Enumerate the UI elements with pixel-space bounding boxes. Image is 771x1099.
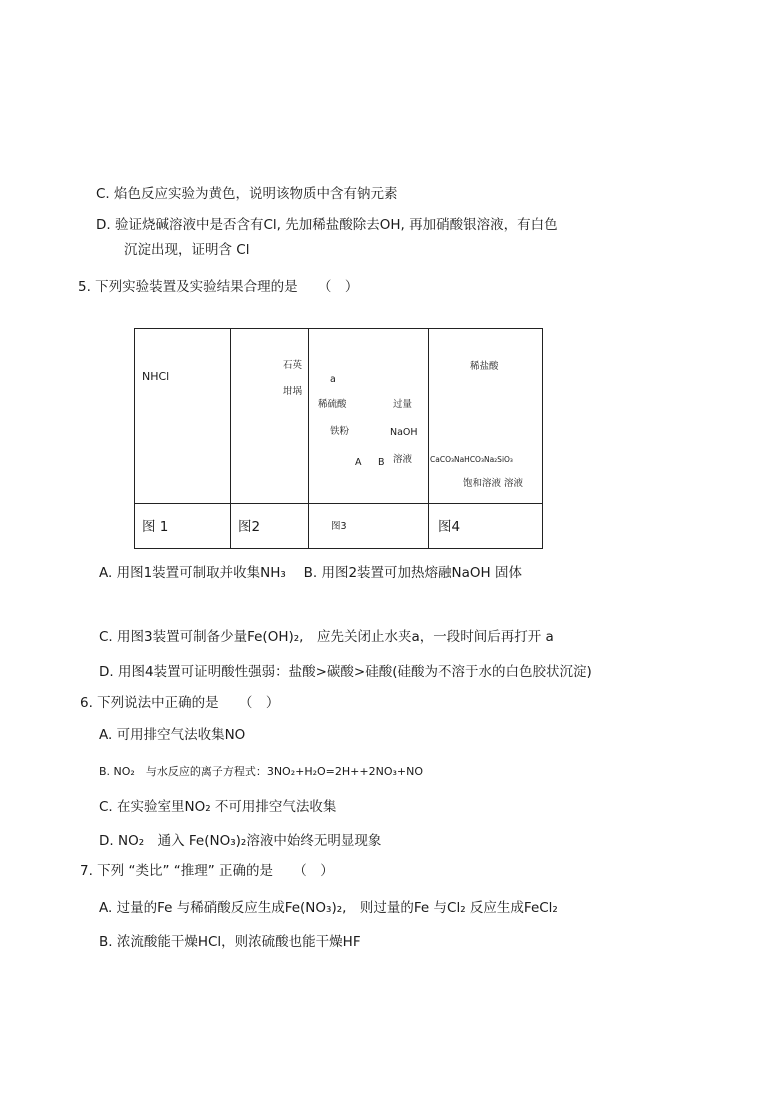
question-6-option-a: A. 可用排空气法收集NO: [99, 727, 246, 743]
table-divider: [428, 329, 429, 548]
fig4-reagents-label: CaCO₃NaHCO₃Na₂SiO₃: [430, 455, 513, 464]
option-d-text-line2: 沉淀出现，证明含 Cl: [124, 242, 250, 258]
question-6-option-d: D. NO₂ 通入 Fe(NO₃)₂溶液中始终无明显现象: [99, 833, 382, 849]
question-6-option-c: C. 在实验室里NO₂ 不可用排空气法收集: [99, 799, 337, 815]
fig3-iron-label: 铁粉: [330, 426, 350, 437]
question-6-stem: 6. 下列说法中正确的是 （ ）: [80, 695, 280, 711]
fig3-caption: 图3: [331, 521, 347, 532]
fig3-excess-label: 过量: [393, 399, 413, 410]
fig4-solution-label: 饱和溶液 溶液: [463, 478, 524, 489]
question-7-option-b: B. 浓流酸能干燥HCl，则浓硫酸也能干燥HF: [99, 934, 361, 950]
fig3-solution-label: 溶液: [393, 454, 413, 465]
table-divider: [135, 503, 542, 504]
fig3-vessel-a-label: A: [355, 457, 362, 468]
fig3-clamp-a-label: a: [330, 374, 336, 385]
fig1-reagent-label: NHCl: [142, 370, 170, 383]
fig1-caption: 图 1: [142, 519, 169, 535]
question-7-option-a: A. 过量的Fe 与稀硝酸反应生成Fe(NO₃)₂, 则过量的Fe 与Cl₂ 反应生成FeCl₂: [99, 900, 558, 916]
question-5-stem: 5. 下列实验装置及实验结果合理的是 （ ）: [78, 279, 359, 295]
fig4-caption: 图4: [438, 519, 461, 535]
question-7-stem: 7. 下列 “类比” “推理” 正确的是 （ ）: [80, 863, 334, 879]
fig2-label-quartz: 石英: [283, 360, 303, 371]
fig3-vessel-b-label: B: [378, 457, 385, 468]
option-d-text-line1: D. 验证烧碱溶液中是否含有Cl, 先加稀盐酸除去OH, 再加硝酸银溶液，有白色: [96, 217, 558, 233]
question-6-option-b: B. NO₂ 与水反应的离子方程式：3NO₂+H₂O=2H++2NO₃+NO: [99, 765, 424, 778]
fig2-caption: 图2: [238, 519, 261, 535]
apparatus-figure-table: [134, 328, 543, 549]
fig3-acid-label: 稀硫酸: [318, 399, 347, 410]
option-c-text: C. 焰色反应实验为黄色，说明该物质中含有钠元素: [96, 186, 398, 202]
fig2-label-crucible: 坩埚: [283, 386, 303, 397]
question-5-option-c: C. 用图3装置可制备少量Fe(OH)₂, 应先关闭止水夹a，一段时间后再打开 a: [99, 629, 554, 645]
question-5-option-d: D. 用图4装置可证明酸性强弱：盐酸>碳酸>硅酸(硅酸为不溶于水的白色胶状沉淀): [99, 664, 592, 680]
table-divider: [308, 329, 309, 548]
table-divider: [230, 329, 231, 548]
fig4-acid-label: 稀盐酸: [470, 361, 499, 372]
fig3-naoh-label: NaOH: [390, 427, 418, 438]
question-5-options-ab: A. 用图1装置可制取并收集NH₃ B. 用图2装置可加热熔融NaOH 固体: [99, 565, 522, 581]
